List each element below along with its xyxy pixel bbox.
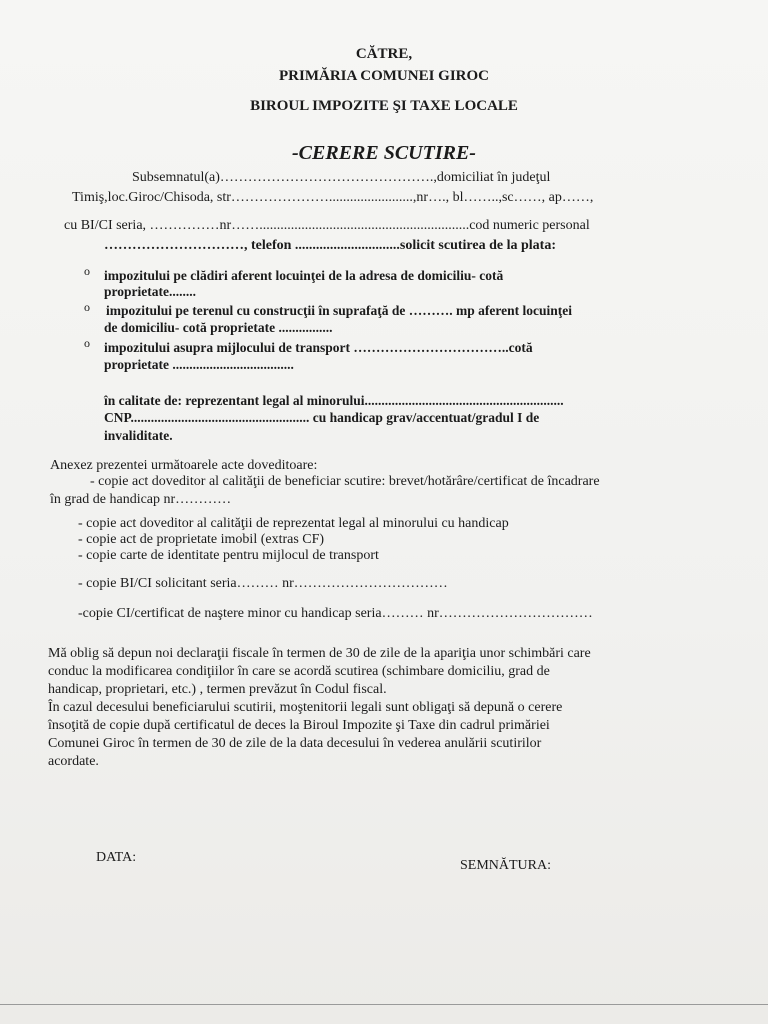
obligatie-line-4: În cazul decesului beneficiarului scutirii, moştenitorii legali sunt obligaţi să depună o cerere (48, 700, 563, 715)
anexez-item-transport: - copie carte de identitate pentru mijlocul de transport (78, 548, 379, 563)
obligatie-line-3: handicap, proprietari, etc.) , termen prevăzut în Codul fiscal. (48, 682, 387, 697)
form-line-address: Timiş,loc.Giroc/Chisoda, str…………………........................,nr…., bl……..,sc……, ap……, (72, 190, 594, 205)
data-label: DATA: (96, 850, 137, 865)
anexez-item-proprietate: - copie act de proprietate imobil (extras CF) (78, 532, 325, 547)
anexez-item-beneficiar-cont: în grad de handicap nr………… (50, 492, 232, 507)
form-line-id: cu BI/CI seria, ……………nr……............................................................cod numeric personal (64, 218, 590, 233)
option-transport-line2: proprietate .................................... (104, 357, 294, 372)
option-bullet: o (84, 264, 90, 278)
option-bullet: o (84, 336, 90, 350)
calitate-line1: în calitate de: reprezentant legal al minorului........................................................... (104, 393, 564, 408)
option-teren-line2: de domiciliu- cotă proprietate ................ (104, 320, 333, 335)
obligatie-line-7: acordate. (48, 754, 99, 769)
option-cladiri-line1: impozitului pe clădiri aferent locuinţei de la adresa de domiciliu- cotă (104, 268, 504, 283)
header-biroul: BIROUL IMPOZITE ŞI TAXE LOCALE (250, 98, 518, 114)
anexez-heading: Anexez prezentei următoarele acte doveditoare: (50, 458, 318, 473)
header-primaria: PRIMĂRIA COMUNEI GIROC (279, 68, 489, 84)
semnatura-label: SEMNĂTURA: (460, 858, 552, 873)
obligatie-line-2: conduc la modificarea condiţiilor în care se acordă scutirea (schimbare domiciliu, grad de (48, 664, 550, 679)
scan-edge-line (0, 1004, 768, 1005)
document-title: -CERERE SCUTIRE- (292, 142, 476, 164)
option-teren-line1: impozitului pe terenul cu construcţii în suprafaţă de ………. mp aferent locuinţei (106, 303, 572, 318)
option-cladiri-line2: proprietate........ (104, 284, 196, 299)
form-line-name: Subsemnatul(a)……………………………………….,domiciliat în judeţul (132, 170, 551, 185)
calitate-cnp-line: CNP..................................................... cu handicap grav/accentuat/gradul I de (104, 410, 540, 425)
anexez-item-minor: -copie CI/certificat de naştere minor cu handicap seria……… nr…………………………… (78, 606, 593, 621)
calitate-line3: invaliditate. (104, 428, 173, 443)
option-bullet: o (84, 300, 90, 314)
form-line-phone: …………………………, telefon ..............................solicit scutirea de la plata: (104, 238, 556, 253)
obligatie-line-1: Mă oblig să depun noi declaraţii fiscale în termen de 30 de zile de la apariţia unor schimbări care (48, 646, 591, 661)
obligatie-line-5: însoţită de copie după certificatul de deces la Biroul Impozite şi Taxe din cadrul primăriei (48, 718, 550, 733)
header-catre: CĂTRE, (355, 46, 413, 62)
anexez-item-reprezentant: - copie act doveditor al calităţii de reprezentat legal al minorului cu handicap (78, 516, 509, 531)
anexez-item-beneficiar: - copie act doveditor al calităţii de beneficiar scutire: brevet/hotărâre/certificat de încadrare (90, 474, 600, 489)
obligatie-line-6: Comunei Giroc în termen de 30 de zile de la data decesului în vederea anulării scutirilor (48, 736, 542, 751)
anexez-item-bici: - copie BI/CI solicitant seria……… nr…………………………… (78, 576, 448, 591)
option-transport-line1: impozitului asupra mijlocului de transport ……………………………..cotă (104, 340, 533, 355)
